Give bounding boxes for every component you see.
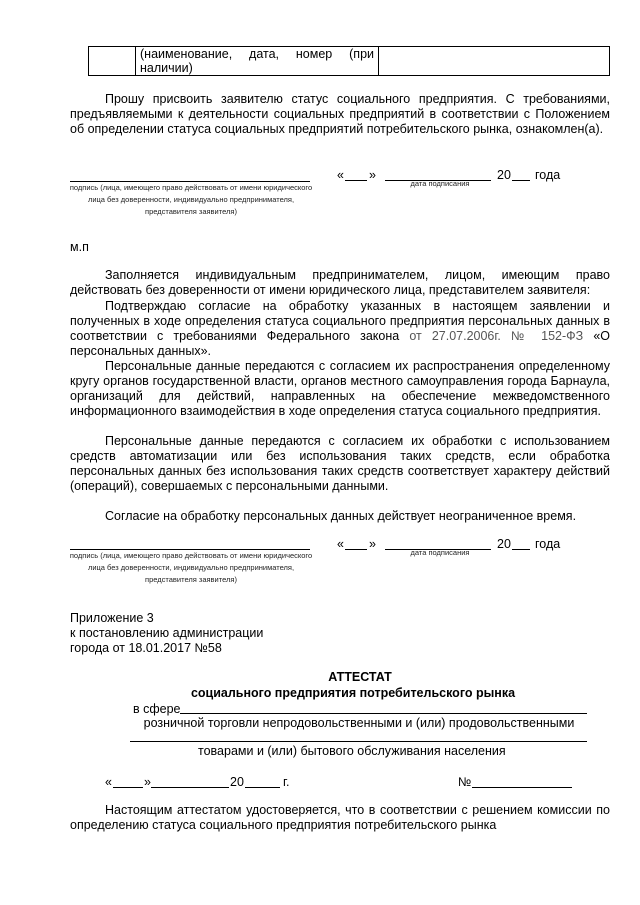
date-open-quote: « — [105, 775, 112, 789]
date-year-line — [512, 549, 530, 550]
date-caption: дата подписания — [410, 179, 470, 188]
note-distribution: Персональные данные передаются с согласием их распространения определенному кругу органов государственной власти, органов местного самоуправления города Барнаула, организаций для действий, направленных на обеспечение межведомственного информационного взаимодействия в ходе определения статуса социального предприятия. — [70, 359, 610, 418]
stamp-label: м.п — [70, 240, 89, 254]
certificate-number-line — [472, 787, 572, 788]
date-year-suffix: года — [535, 168, 561, 182]
sphere-text-1: розничной торговли непродовольственными и (или) продовольственными — [143, 716, 575, 730]
appendix-line-1: Приложение 3 — [70, 611, 154, 625]
date-close-quote: » — [144, 775, 151, 789]
date-day-line — [345, 549, 367, 550]
certificate-date — [105, 775, 305, 791]
date-month-line — [151, 787, 229, 788]
signature-caption: подпись (лица, имеющего право действовать от имени юридического лица без доверенности, индивидуально предпринимателя, представителя заявителя) — [69, 183, 313, 216]
note-consent-end: «О персональных данных». — [70, 329, 610, 358]
appendix-header — [70, 611, 263, 656]
table-cell-name: (наименование, дата, номер (при наличии) — [136, 47, 379, 76]
request-paragraph: Прошу присвоить заявителю статус социального предприятия. С требованиями, предъявляемыми к деятельности социальных предприятий в соответствии с Положением об определении статуса социальных предприятий потребительского рынка, ознакомлен(а). — [70, 92, 610, 136]
sphere-line-1 — [180, 713, 587, 714]
certificate-body: Настоящим аттестатом удостоверяется, что в соответствии с решением комиссии по определению статуса социального предприятия потребительского рынка — [70, 803, 610, 832]
certificate-subtitle: социального предприятия потребительского рынка — [190, 686, 516, 700]
note-processing: Персональные данные передаются с согласием их обработки с использованием средств автоматизации или без использования таких средств, если обработка персональных данных без использования таких средств соответствует характеру действий (операций), совершаемых с персональными данными. — [70, 434, 610, 493]
sphere-text-2: товарами и (или) бытового обслуживания населения — [198, 744, 506, 758]
top-table — [88, 46, 610, 76]
certificate-title: АТТЕСТАТ — [328, 670, 392, 684]
date-day-line — [345, 180, 367, 181]
appendix-line-3: города от 18.01.2017 №58 — [70, 641, 222, 655]
date-close-quote: » — [369, 537, 376, 551]
table-cell-empty — [89, 47, 136, 76]
sphere-line-2 — [130, 741, 587, 742]
signature-caption-2: подпись (лица, имеющего право действовать от имени юридического лица без доверенности, индивидуально предпринимателя, представителя заявителя) — [69, 551, 313, 584]
table-cell-value — [379, 47, 610, 76]
date-year-prefix: 20 — [497, 168, 511, 182]
date-year-suffix: г. — [283, 775, 290, 789]
note-duration: Согласие на обработку персональных данных действует неограниченное время. — [105, 509, 577, 523]
sphere-label: в сфере — [133, 702, 181, 716]
note-consent-law: от 27.07.2006г. № 152-ФЗ — [409, 329, 584, 343]
note-consent-text: Подтверждаю согласие на обработку указанных в настоящем заявлении и полученных в ходе определения статуса социального предприятия персональных данных в соответствии с требованиями Федерального закона — [70, 299, 610, 343]
date-close-quote: » — [369, 168, 376, 182]
date-year-suffix: года — [535, 537, 561, 551]
note-fill-instructions: Заполняется индивидуальным предпринимателем, лицом, имеющим право действовать без доверенности от имени юридического лица, представителем заявителя: — [70, 268, 610, 297]
date-open-quote: « — [337, 168, 344, 182]
date-year-line — [512, 180, 530, 181]
certificate-number-label: № — [458, 775, 472, 789]
date-day-line — [113, 787, 143, 788]
date-open-quote: « — [337, 537, 344, 551]
note-consent — [70, 299, 610, 359]
date-caption-2: дата подписания — [410, 548, 470, 557]
date-year-prefix: 20 — [230, 775, 244, 789]
date-year-prefix: 20 — [497, 537, 511, 551]
date-year-line — [245, 787, 280, 788]
appendix-line-2: к постановлению администрации — [70, 626, 264, 640]
